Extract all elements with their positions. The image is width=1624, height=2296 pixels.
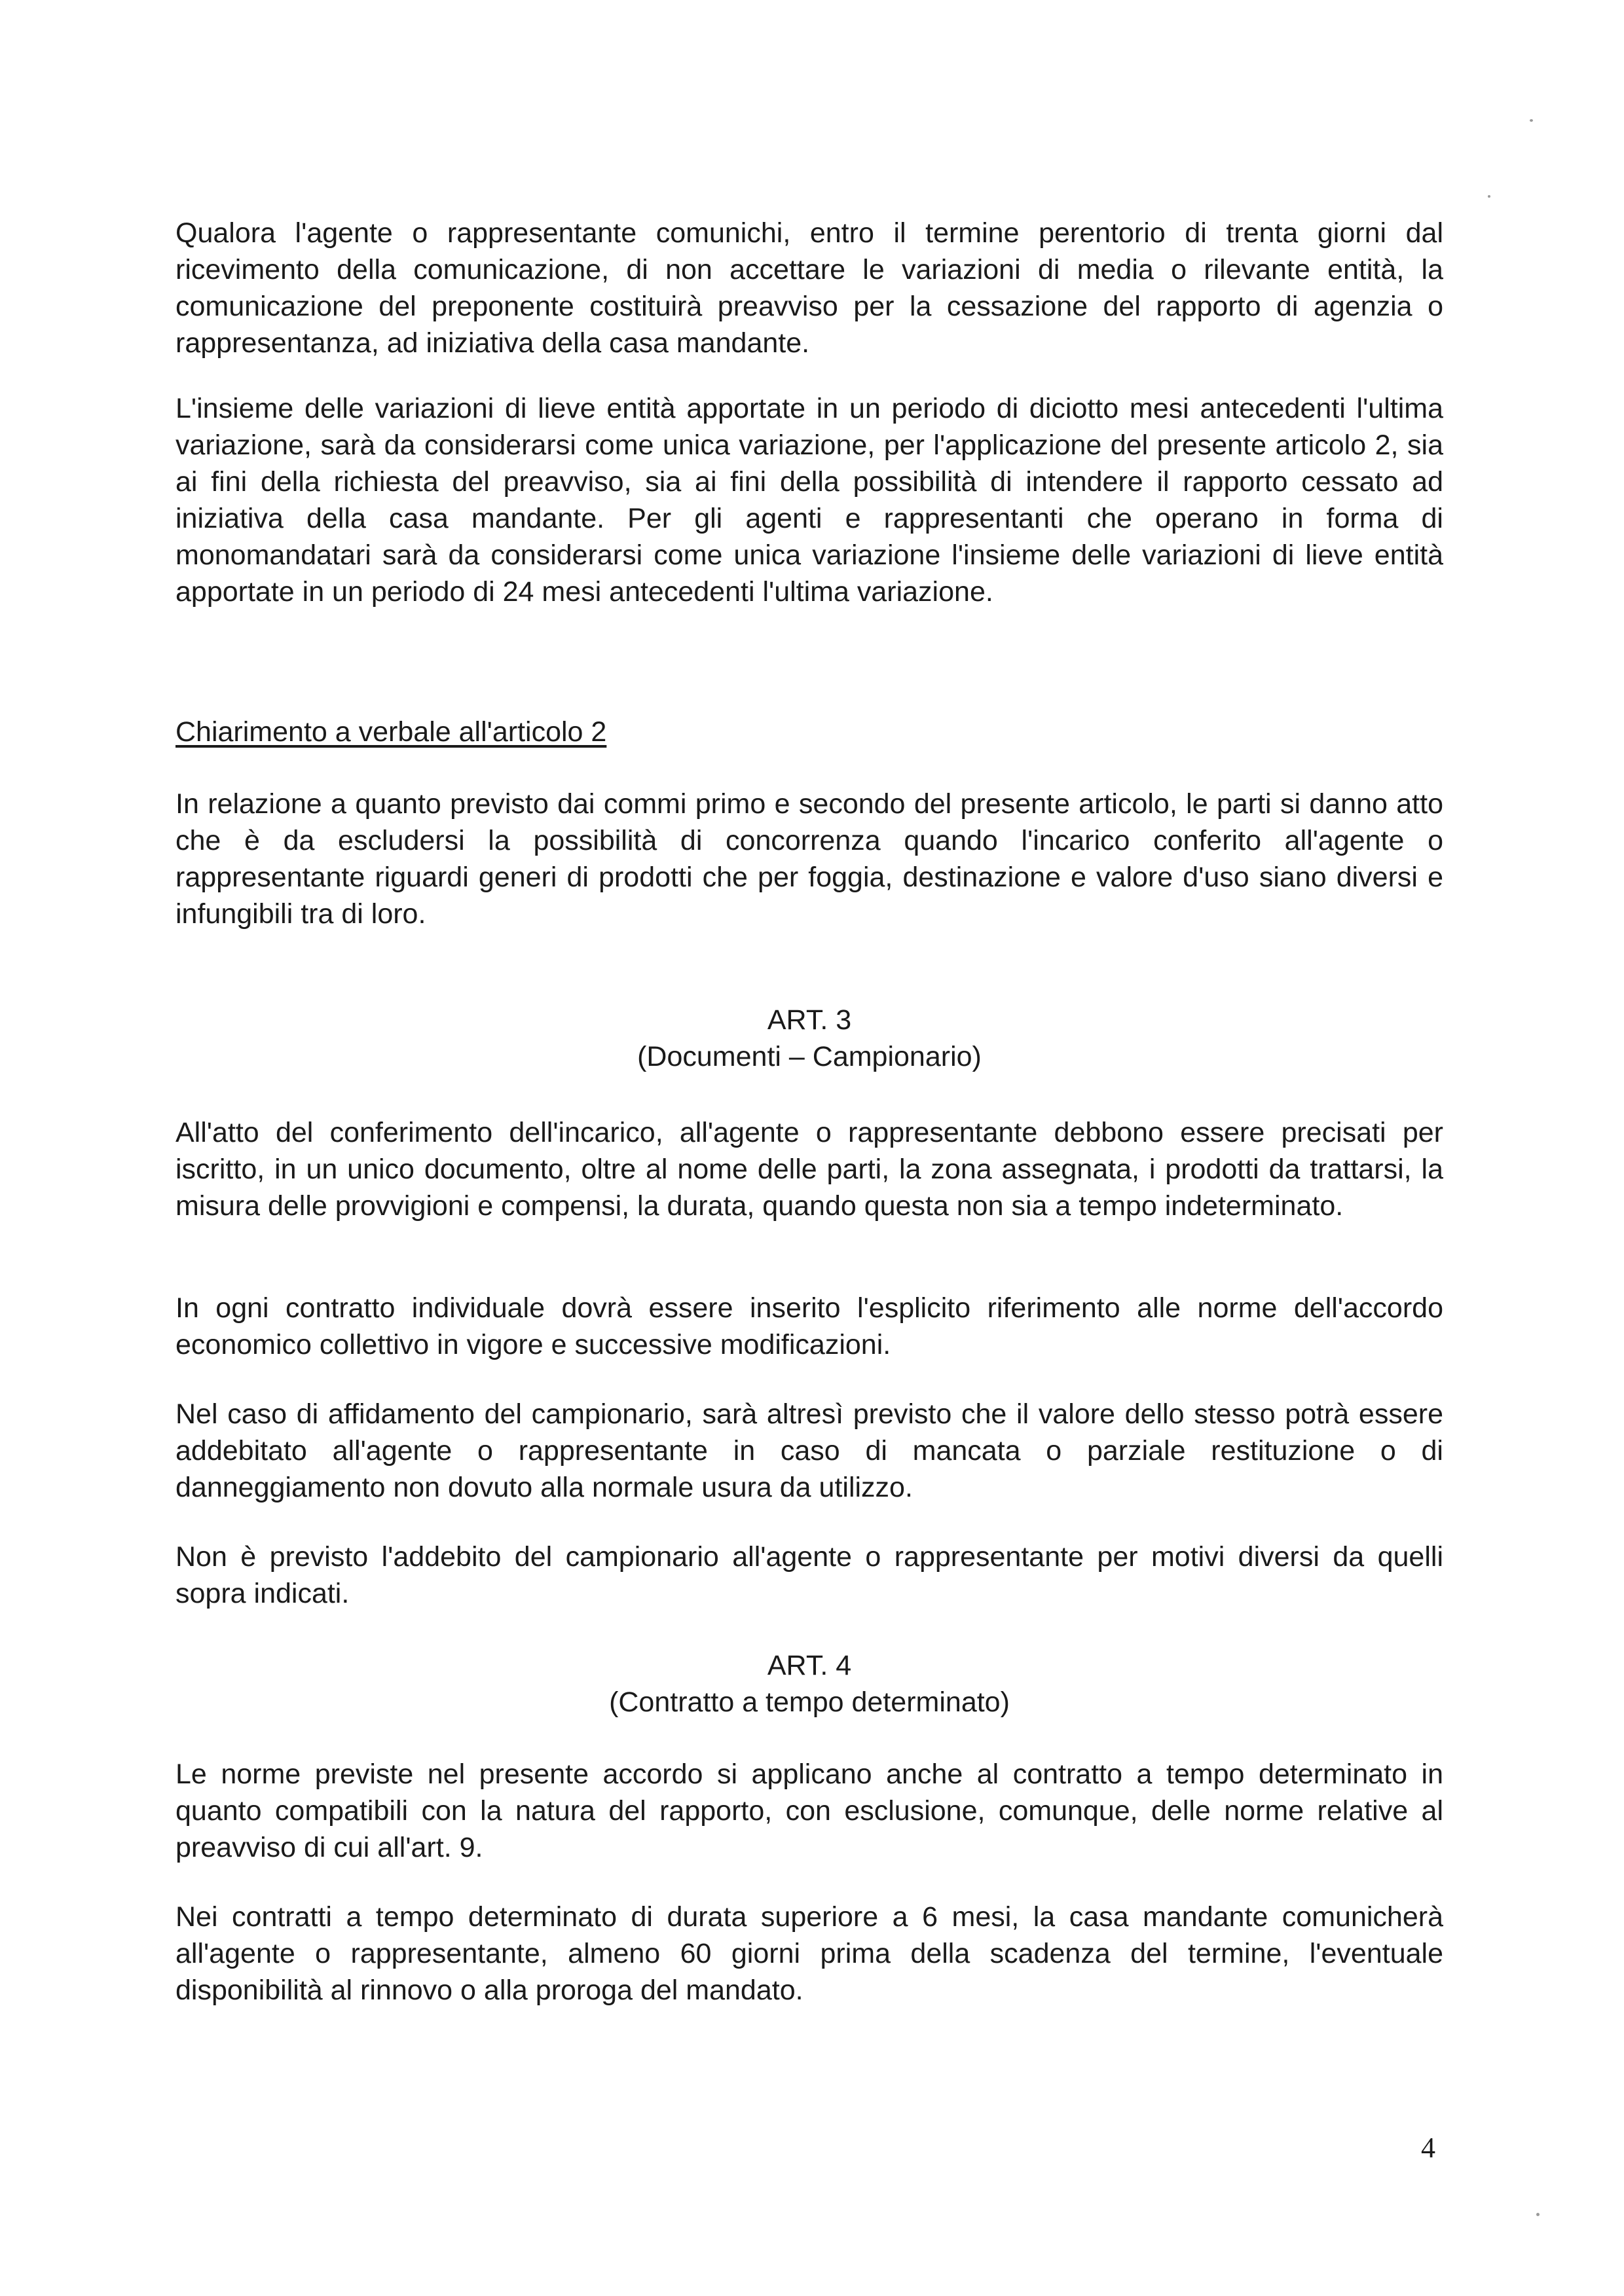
art3-number: ART. 3 (767, 1004, 852, 1036)
art4-paragraph-1: Le norme previste nel presente accordo si applicano anche al contratto a tempo determinato in quanto compatibili con la natura del rapporto, con esclusione, comunque, delle norme relative al preavviso di cui all'art. 9. (175, 1758, 1443, 1863)
art3-title: (Documenti – Campionario) (637, 1041, 982, 1072)
art4-paragraph-2: Nei contratti a tempo determinato di durata superiore a 6 mesi, la casa mandante comunicherà all'agente o rappresentante, almeno 60 giorni prima della scadenza del termine, l'eventuale disponibilità al rinnovo o alla proroga del mandato. (175, 1901, 1443, 2006)
paragraph-variazioni-accettazione: Qualora l'agente o rappresentante comunichi, entro il termine perentorio di trenta giorni dal ricevimento della comunicazione, di non accettare le variazioni di media o rilevante entità, la comunicazione del preponente costituirà preavviso per la cessazione del rapporto di agenzia o rappresentanza, ad iniziativa della casa mandante. (175, 217, 1443, 359)
art3-paragraph-3: Nel caso di affidamento del campionario, sarà altresì previsto che il valore dello stesso potrà essere addebitato all'agente o rappresentante in caso di mancata o parziale restituzione o di danneggiamento non dovuto alla normale usura da utilizzo. (175, 1398, 1443, 1503)
scan-speck (1536, 2213, 1540, 2216)
art3-paragraph-1: All'atto del conferimento dell'incarico, all'agente o rappresentante debbono essere precisati per iscritto, in un unico documento, oltre al nome delle parti, la zona assegnata, i prodotti da trattarsi, la misura delle provvigioni e compensi, la durata, quando questa non sia a tempo indeterminato. (175, 1117, 1443, 1222)
scan-speck (1530, 119, 1533, 122)
art3-paragraph-4: Non è previsto l'addebito del campionario all'agente o rappresentante per motivi diversi da quelli sopra indicati. (175, 1541, 1443, 1609)
scan-speck (1488, 195, 1490, 198)
paragraph-chiarimento: In relazione a quanto previsto dai commi primo e secondo del presente articolo, le parti si danno atto che è da escludersi la possibilità di concorrenza quando l'incarico conferito all'agente o rappresentante riguardi generi di prodotti che per foggia, destinazione e valore d'uso siano diversi e infungibili tra di loro. (175, 788, 1443, 930)
art4-number: ART. 4 (767, 1650, 852, 1681)
page-number: 4 (1421, 2132, 1435, 2164)
art3-paragraph-2: In ogni contratto individuale dovrà essere inserito l'esplicito riferimento alle norme dell'accordo economico collettivo in vigore e successive modificazioni. (175, 1292, 1443, 1360)
paragraph-variazioni-lieve-entita: L'insieme delle variazioni di lieve entità apportate in un periodo di diciotto mesi antecedenti l'ultima variazione, sarà da considerarsi come unica variazione, per l'applicazione del presente articolo 2, sia ai fini della richiesta del preavviso, sia ai fini della possibilità di intendere il rapporto cessato ad iniziativa della casa mandante. Per gli agenti e rappresentanti che operano in forma di monomandatari sarà da considerarsi come unica variazione l'insieme delle variazioni di lieve entità apportate in un periodo di 24 mesi antecedenti l'ultima variazione. (175, 393, 1443, 608)
art4-title: (Contratto a tempo determinato) (609, 1686, 1010, 1718)
chiarimento-heading: Chiarimento a verbale all'articolo 2 (175, 716, 607, 748)
